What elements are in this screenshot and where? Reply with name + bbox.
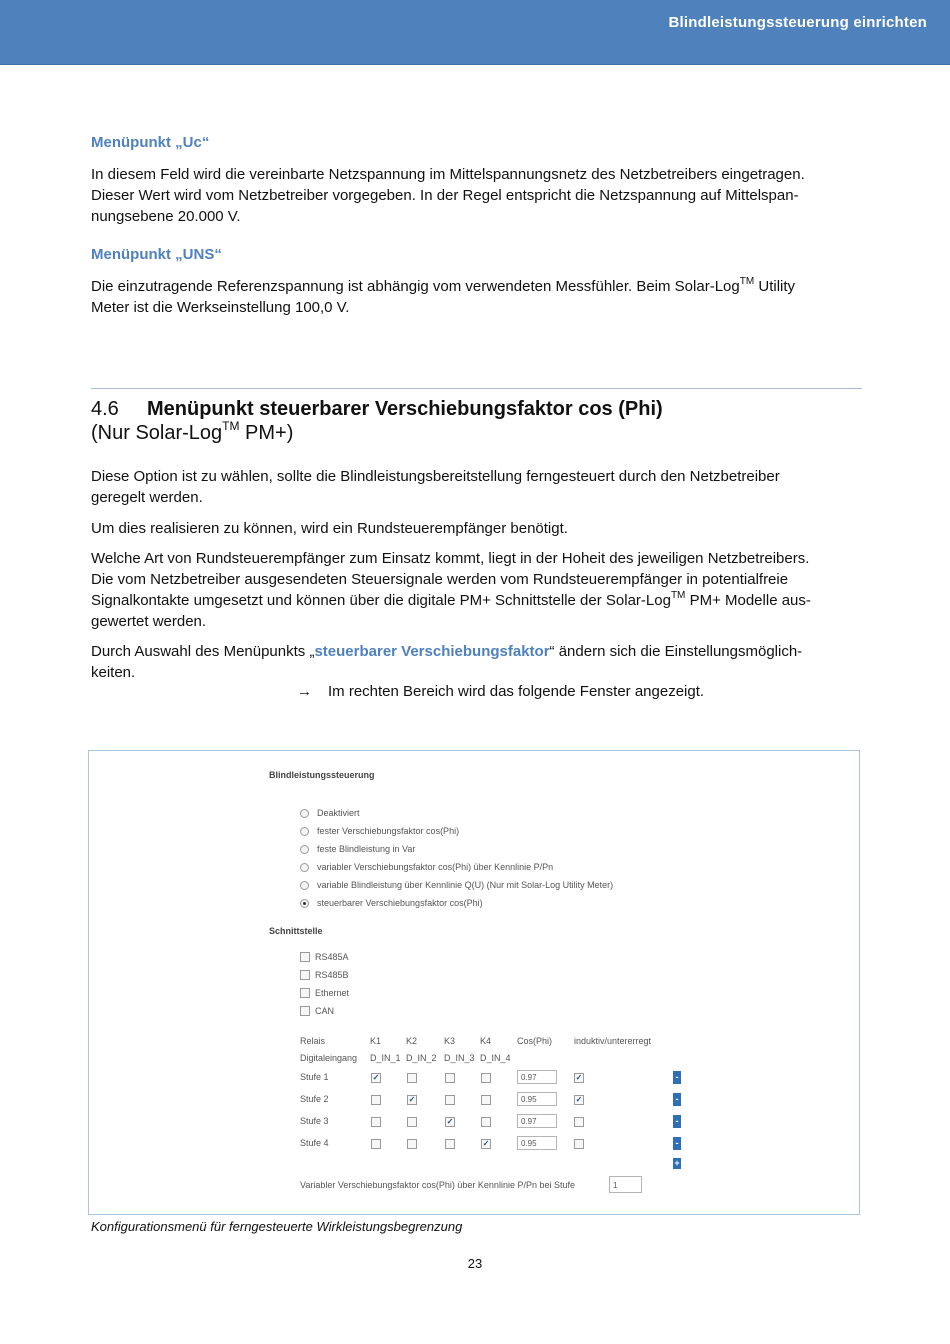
section-divider <box>91 388 862 389</box>
table-header: induktiv/untererregt <box>574 1036 652 1046</box>
interface-title: Schnittstelle <box>269 926 323 936</box>
table-header: K4 <box>480 1036 492 1046</box>
interface-checkbox[interactable] <box>300 952 310 962</box>
interface-label: RS485B <box>315 970 349 980</box>
menu-link[interactable]: steuerbarer Verschiebungsfaktor <box>314 643 550 660</box>
relay-checkbox[interactable] <box>407 1139 417 1149</box>
row-label: Stufe 1 <box>300 1072 329 1082</box>
add-stage-button[interactable]: + <box>674 1158 680 1168</box>
digital-header: D_IN_3 <box>444 1053 475 1063</box>
table-header: K3 <box>444 1036 456 1046</box>
inductive-checkbox[interactable] <box>574 1117 584 1127</box>
row-label: Stufe 4 <box>300 1138 329 1148</box>
interface-checkbox[interactable] <box>300 988 310 998</box>
footer-label: Variabler Verschiebungsfaktor cos(Phi) über Kennlinie P/Pn bei Stufe <box>300 1180 575 1190</box>
uc-heading: Menüpunkt „Uc“ <box>91 134 210 151</box>
relay-checkbox[interactable] <box>481 1073 491 1083</box>
radio-button[interactable] <box>300 845 309 854</box>
body-paragraph: Um dies realisieren zu können, wird ein Rundsteuerempfänger benötigt. <box>91 520 568 537</box>
body-paragraph: Durch Auswahl des Menüpunkts „steuerbarer Verschiebungsfaktor“ ändern sich die Einstellungsmöglich- keiten. <box>91 643 803 681</box>
ss-title: Blindleistungssteuerung <box>269 770 375 780</box>
row-label: Stufe 3 <box>300 1116 329 1126</box>
inductive-checkbox[interactable]: ✓ <box>575 1095 583 1104</box>
cos-phi-input[interactable]: 0.97 <box>517 1070 557 1084</box>
radio-option-label: fester Verschiebungsfaktor cos(Phi) <box>317 826 460 836</box>
body-paragraph: Welche Art von Rundsteuerempfänger zum Einsatz kommt, liegt in der Hoheit des jeweiligen Netzbetreibers. Die vom Netzbetreiber ausgesendeten Steuersignale werden vom Rundsteuerempfänger in potentialfreie Signalkontakte umgesetzt und können über die digitale PM+ Schnittstelle der Solar-Log™ PM+ Modelle aus- gewertet werden. <box>91 550 811 630</box>
table-header: K1 <box>370 1036 382 1046</box>
radio-option-label: variable Blindleistung über Kennlinie Q(U) (Nur mit Solar-Log Utility Meter) <box>317 880 614 890</box>
table-header: Relais <box>300 1036 326 1046</box>
table-header: K2 <box>406 1036 418 1046</box>
page-header <box>0 0 950 65</box>
radio-button[interactable] <box>300 863 309 872</box>
section-heading <box>91 397 663 445</box>
relay-checkbox[interactable] <box>481 1095 491 1105</box>
relay-checkbox[interactable] <box>407 1117 417 1127</box>
radio-button[interactable] <box>300 809 309 818</box>
uns-line: Meter ist die Werkseinstellung 100,0 V. <box>91 299 350 316</box>
relay-checkbox[interactable]: ✓ <box>408 1095 416 1104</box>
radio-button[interactable] <box>300 827 309 836</box>
relay-checkbox[interactable] <box>445 1073 455 1083</box>
relay-checkbox[interactable] <box>481 1117 491 1127</box>
figure-caption: Konfigurationsmenü für ferngesteuerte Wirkleistungsbegrenzung <box>91 1219 463 1234</box>
page-number: 23 <box>467 1256 483 1271</box>
relay-checkbox[interactable] <box>371 1095 381 1105</box>
digital-header: Digitaleingang <box>300 1053 358 1063</box>
relay-checkbox[interactable] <box>445 1095 455 1105</box>
body-paragraph: Diese Option ist zu wählen, sollte die Blindleistungsbereitstellung ferngesteuert durch den Netzbetreiber geregelt werden. <box>91 468 780 506</box>
cos-phi-input[interactable]: 0.95 <box>517 1092 557 1106</box>
stage-input[interactable]: 1 <box>609 1176 642 1193</box>
relay-checkbox[interactable] <box>371 1139 381 1149</box>
uns-paragraph <box>91 276 861 318</box>
relay-checkbox[interactable]: ✓ <box>482 1139 490 1148</box>
uc-paragraph <box>91 164 861 227</box>
uns-line: Die einzutragende Referenzspannung ist abhängig vom verwendeten Messfühler. Beim Solar-Log™ Utility <box>91 276 796 295</box>
relay-checkbox[interactable] <box>445 1139 455 1149</box>
remove-stage-button[interactable]: - <box>673 1071 681 1084</box>
relay-checkbox[interactable]: ✓ <box>372 1073 380 1082</box>
uc-line: nungsebene 20.000 V. <box>91 208 241 225</box>
uc-line: In diesem Feld wird die vereinbarte Netzspannung im Mittelspannungsnetz des Netzbetreibers eingetragen. <box>91 166 805 183</box>
cos-phi-input[interactable]: 0.97 <box>517 1114 557 1128</box>
radio-option-label: Deaktiviert <box>317 808 360 818</box>
inductive-checkbox[interactable]: ✓ <box>575 1073 583 1082</box>
remove-stage-button[interactable]: - <box>673 1115 681 1128</box>
header-title: Blindleistungssteuerung einrichten <box>668 14 927 31</box>
section-title: Menüpunkt steuerbarer Verschiebungsfaktor cos (Phi) <box>147 398 663 420</box>
interface-checkbox[interactable] <box>300 970 310 980</box>
radio-option-label: steuerbarer Verschiebungsfaktor cos(Phi) <box>317 898 483 908</box>
digital-header: D_IN_1 <box>370 1053 401 1063</box>
row-label: Stufe 2 <box>300 1094 329 1104</box>
arrow-icon: → <box>297 683 312 700</box>
inductive-checkbox[interactable] <box>574 1139 584 1149</box>
digital-header: D_IN_4 <box>480 1053 511 1063</box>
arrow-instruction: → Im rechten Bereich wird das folgende Fenster angezeigt. <box>297 683 705 700</box>
uc-line: Dieser Wert wird vom Netzbetreiber vorgegeben. In der Regel entspricht die Netzspannung auf Mittelspan- <box>91 187 799 204</box>
section-subtitle: (Nur Solar-Log™ PM+) <box>91 419 294 444</box>
table-header: Cos(Phi) <box>517 1036 553 1046</box>
relay-checkbox[interactable] <box>407 1073 417 1083</box>
config-screenshot <box>88 750 860 1215</box>
relay-checkbox[interactable] <box>371 1117 381 1127</box>
radio-option-label: variabler Verschiebungsfaktor cos(Phi) über Kennlinie P/Pn <box>317 862 554 872</box>
radio-button[interactable] <box>300 881 309 890</box>
cos-phi-input[interactable]: 0.95 <box>517 1136 557 1150</box>
remove-stage-button[interactable]: - <box>673 1093 681 1106</box>
radio-option-label: feste Blindleistung in Var <box>317 844 416 854</box>
relay-checkbox[interactable]: ✓ <box>446 1117 454 1126</box>
remove-stage-button[interactable]: - <box>673 1137 681 1150</box>
radio-button[interactable] <box>300 899 309 908</box>
interface-label: RS485A <box>315 952 349 962</box>
uns-heading: Menüpunkt „UNS“ <box>91 246 222 263</box>
interface-label: CAN <box>315 1006 335 1016</box>
digital-header: D_IN_2 <box>406 1053 437 1063</box>
interface-checkbox[interactable] <box>300 1006 310 1016</box>
section-number: 4.6 <box>91 398 119 420</box>
interface-label: Ethernet <box>315 988 350 998</box>
